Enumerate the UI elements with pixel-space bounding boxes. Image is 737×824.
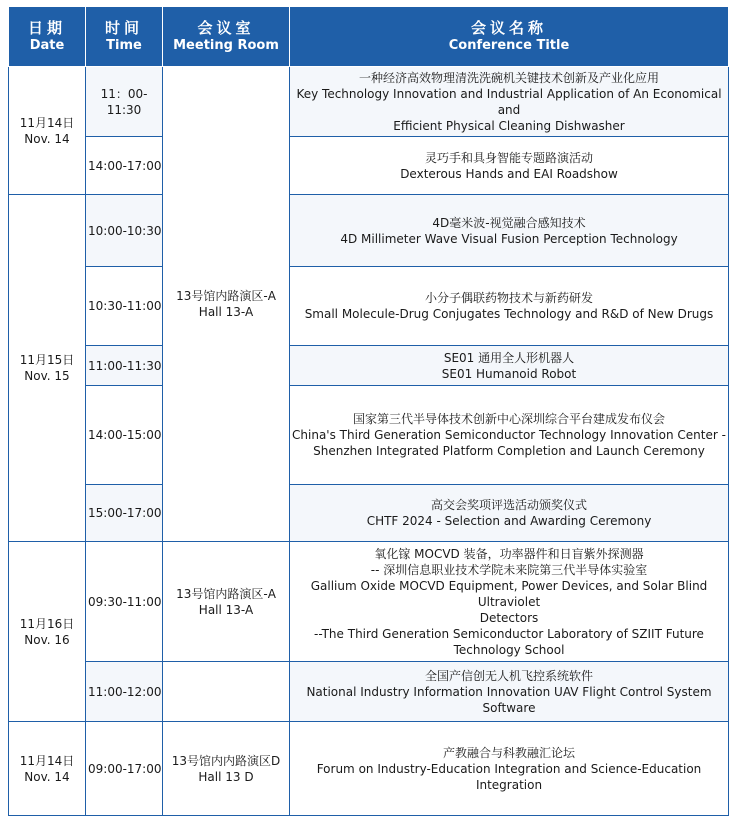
time-cell: 14:00-15:00: [86, 386, 163, 485]
time-cell: 10:00-10:30: [86, 195, 163, 267]
title-cell: 一种经济高效物理清洗洗碗机关键技术创新及产业化应用 Key Technology Innovation and Industrial Application of An Economical and Efficient Physical Cleaning Dishwasher: [290, 67, 729, 137]
title-header: 会议名称 Conference Title: [290, 7, 729, 67]
title-cell: 灵巧手和具身智能专题路演活动 Dexterous Hands and EAI Roadshow: [290, 137, 729, 195]
date-cell: 11月14日 Nov. 14: [9, 67, 86, 195]
time-cell: 09:00-17:00: [86, 722, 163, 816]
time-cell: 14:00-17:00: [86, 137, 163, 195]
title-cell: 氧化镓 MOCVD 装备，功率器件和日盲紫外探测器 -- 深圳信息职业技术学院未来院第三代半导体实验室 Gallium Oxide MOCVD Equipment, Power Devices, and Solar Blind Ultraviolet Detectors --The Third Generation Semiconductor Laboratory of SZIIT Future Technology School: [290, 542, 729, 662]
table-row: [9, 346, 729, 386]
table-row: [9, 722, 729, 816]
table-row: [9, 67, 729, 137]
schedule-table: [8, 6, 729, 816]
date-cell: 11月16日 Nov. 16: [9, 542, 86, 722]
room-cell: 13号馆内路演区-A Hall 13-A: [163, 67, 290, 542]
header-row: [9, 7, 729, 67]
table-row: [9, 137, 729, 195]
room-cell: 13号馆内路演区-A Hall 13-A: [163, 542, 290, 662]
title-cell: 高交会奖项评选活动颁奖仪式 CHTF 2024 - Selection and Awarding Ceremony: [290, 485, 729, 542]
date-header: 日期 Date: [9, 7, 86, 67]
time-cell: 11：00- 11:30: [86, 67, 163, 137]
time-cell: 11:00-12:00: [86, 662, 163, 722]
table-row: [9, 662, 729, 722]
time-cell: 11:00-11:30: [86, 346, 163, 386]
title-cell: 全国产信创无人机飞控系统软件 National Industry Information Innovation UAV Flight Control System Software: [290, 662, 729, 722]
title-cell: 产教融合与科教融汇论坛 Forum on Industry-Education Integration and Science-Education Integration: [290, 722, 729, 816]
table-row: [9, 485, 729, 542]
table-row: [9, 195, 729, 267]
room-cell: 13号馆内内路演区D Hall 13 D: [163, 722, 290, 816]
table-row: [9, 386, 729, 485]
date-cell: 11月14日 Nov. 14: [9, 722, 86, 816]
title-cell: 小分子偶联药物技术与新药研发 Small Molecule-Drug Conjugates Technology and R&D of New Drugs: [290, 267, 729, 346]
time-header: 时间 Time: [86, 7, 163, 67]
title-cell: 4D毫米波-视觉融合感知技术 4D Millimeter Wave Visual Fusion Perception Technology: [290, 195, 729, 267]
title-cell: SE01 通用全人形机器人 SE01 Humanoid Robot: [290, 346, 729, 386]
table-row: [9, 267, 729, 346]
title-cell: 国家第三代半导体技术创新中心深圳综合平台建成发布仪会 China's Third Generation Semiconductor Technology Innovation Center - Shenzhen Integrated Platform Completion and Launch Ceremony: [290, 386, 729, 485]
room-cell-empty: [163, 662, 290, 722]
time-cell: 09:30-11:00: [86, 542, 163, 662]
room-header: 会议室 Meeting Room: [163, 7, 290, 67]
time-cell: 15:00-17:00: [86, 485, 163, 542]
table-row: [9, 542, 729, 662]
time-cell: 10:30-11:00: [86, 267, 163, 346]
date-cell: 11月15日 Nov. 15: [9, 195, 86, 542]
